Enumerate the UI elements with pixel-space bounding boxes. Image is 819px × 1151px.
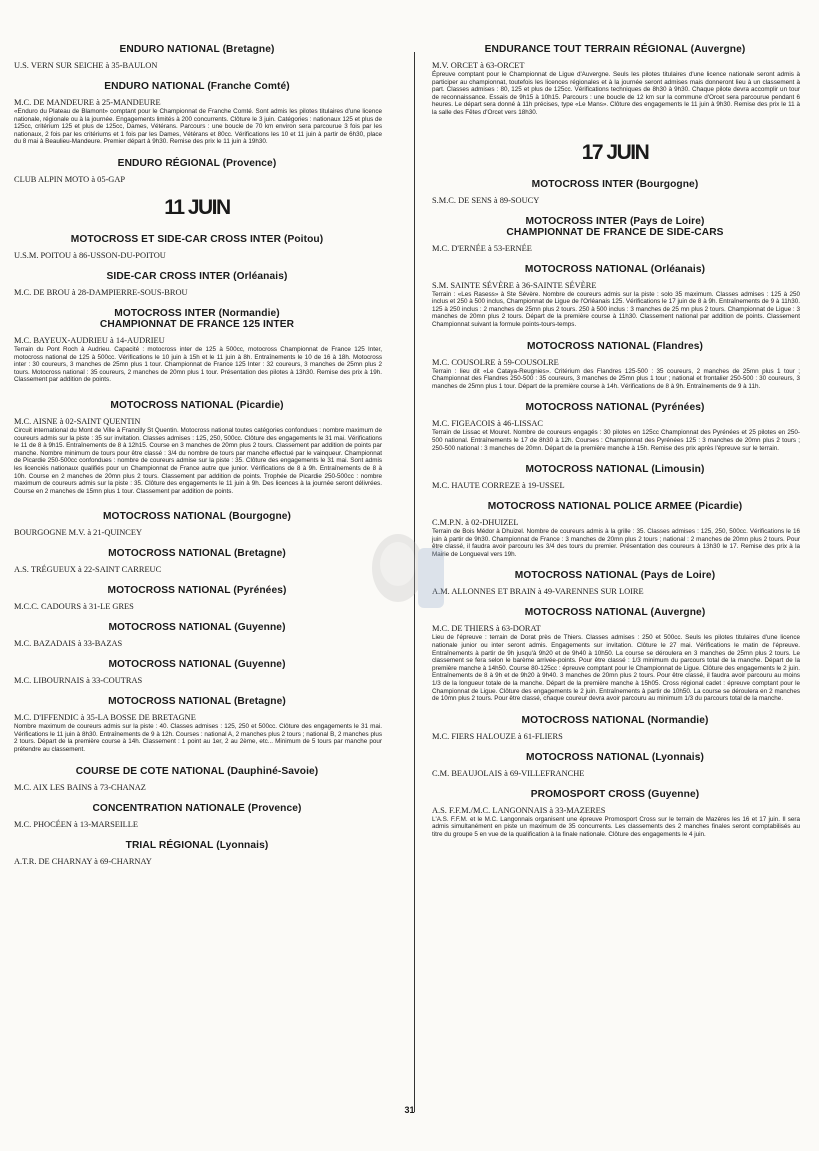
event-organizer: M.C.C. CADOURS à 31-LE GRES xyxy=(14,602,134,612)
event-organizer: A.S. TRÉGUEUX à 22-SAINT CARREUC xyxy=(14,565,162,575)
event-title: MOTOCROSS NATIONAL (Picardie) xyxy=(110,399,284,411)
date-heading: 11 JUIN xyxy=(164,195,230,219)
event-entry xyxy=(430,341,800,391)
event-title: CONCENTRATION NATIONALE (Provence) xyxy=(92,802,302,814)
event-organizer: M.C. DE BROU à 28-DAMPIERRE-SOUS-BROU xyxy=(14,287,188,297)
event-title: PROMOSPORT CROSS (Guyenne) xyxy=(530,788,700,800)
event-organizer: U.S. VERN SUR SEICHE à 35-BAULON xyxy=(14,61,158,70)
event-title: SIDE-CAR CROSS INTER (Orléanais) xyxy=(106,270,288,282)
event-description: Terrain : lieu dit «Le Cataya-Reugnies». Critérium des Flandres 125-500 : 35 coureurs, 2 manches de 25mn plus 1 tour ; Championnat des Flandres 250-500 : 35 coureurs, 3 manches de 25mn plus 1 tour ; national et frontalier 250-500 : 30 coureurs, 3 manches de 25mn plus 1 tour. Départ de la première course à 14h. Vérifications de 8 à 9h. Entraînements de 9 à 11h. xyxy=(432,367,800,390)
event-description: Terrain du Pont Roch à Audrieu. Capacité : motocross inter de 125 à 500cc, motocross Championnat de France 125 Inter, motocross national de 125 à 500cc. Vérifications le 10 juin à 15h et le 11 juin à 8h. Entraînements le 10 de 16 à 18h. Motocross inter : 30 coureurs, 3 manches de 25mn plus 1 tour. Championnat de France 125 Inter : 32 coureurs, 3 manches de 25mn plus 2 tours. Motocross national : 35 coureurs, 2 manches de 20mn plus 1 tour. Présentation des pilotes à 13h30. Remise des prix à 19h. Classement par addition de points. xyxy=(14,345,382,384)
event-organizer: M.C. BAZADAIS à 33-BAZAS xyxy=(14,639,123,649)
event-entry xyxy=(12,803,382,829)
event-title: MOTOCROSS NATIONAL (Normandie) xyxy=(521,714,709,726)
event-title: ENDURO RÉGIONAL (Provence) xyxy=(117,157,277,169)
event-title: MOTOCROSS NATIONAL (Orléanais) xyxy=(524,263,706,275)
event-description: Circuit international du Mont de Ville à Francilly St Quentin. Motocross national toutes catégories confondues : nombre maximum de coureurs admis sur la piste : 35 sur invitation. Classes admises : 125, 250, 500cc. Clôture des engagements le 31 mai. Vérifications le 11 de 8 à 9h15. Entraînements de 8 à 12h15. Course en 3 manches de 20mn plus 2 tours. Classement par addition de points par manche. Nombre minimum de tours pour être classé : 3/4 du nombre de tours par manche effectué par le vainqueur. Championnat de Picardie 250-500cc confondues : nombre de coureurs admise sur la piste : 35. Clôture des engagements le 31 mai. Sont admis les licenciés nationaux qualifiés pour un Championnat de France autre que junior. Vérifications de 8 à 9h. Entraînements de 8 à 10h. Course en 2 manches de 20mn plus 2 tours. Classement par addition de points. Trophée de Picardie 250-500cc : nombre maximum de coureurs admis sur la piste : 35. Clôture des engagements le 11 juin à 9h. Des licences à la journée seront délivrées. Course en 2 manches de 15mn plus 1 tour. Classement par addition de points. xyxy=(14,426,382,495)
event-organizer: M.C. AIX LES BAINS à 73-CHANAZ xyxy=(14,782,146,792)
event-description: Nombre maximum de coureurs admis sur la piste : 40. Classes admises : 125, 250 et 500cc. Clôture des engagements le 31 mai. Vérifications le 11 juin à 8h30. Entraînements de 9 à 12h. Courses : national A, 2 manches plus 2 tours ; national B, 2 manches plus 2 tours. Départ de la première course à 14h. Classement : 1 point au 1er, 2 au 2ème, etc... Minimum de 5 tours par manche pour prétendre au classement. xyxy=(14,723,382,754)
event-title: MOTOCROSS NATIONAL (Flandres) xyxy=(526,340,704,352)
event-title: COURSE DE COTE NATIONAL (Dauphiné-Savoie) xyxy=(75,765,319,777)
event-title: ENDURANCE TOUT TERRAIN RÉGIONAL (Auvergne) xyxy=(484,44,746,55)
event-entry xyxy=(12,659,382,685)
event-entry xyxy=(12,158,382,184)
event-entry xyxy=(12,234,382,260)
event-description: Terrain de Bois Médor à Dhuizel. Nombre de coureurs admis à la grille : 35. Classes admises : 125, 250, 500cc. Vérifications le 16 juin à partir de 9h30. Championnat de France : 3 manches de 20mn plus 2 tours ; national : 2 manches de 20mn plus 2 tours. Pour être classé, il faudra avoir parcouru les 3/4 des tours du premier. Présentation des coureurs à 13h30 le 17. Remise des prix à la Mairie de Longueval vers 19h. xyxy=(432,528,800,558)
event-title: MOTOCROSS NATIONAL (Pyrénées) xyxy=(525,402,705,414)
event-description: L'A.S. F.F.M. et le M.C. Langonnais organisent une épreuve Promosport Cross sur le terrain de Mazères les 16 et 17 juin. Il sera admis simultanément en piste un maximum de 35 concurrents. Les classements des 2 manches finales seront comptabilisés au titre du groupe 5 en vue de la qualification à la finale nationale. Clôture des engagements le 4 juin. xyxy=(432,815,800,838)
right-column xyxy=(430,44,800,841)
event-organizer: M.C. DE MANDEURE à 25-MANDEURE xyxy=(14,98,161,107)
event-description: Terrain : «Les Rasess» à Ste Sévère. Nombre de coureurs admis sur la piste : solo 35 maximum. Classes admises : 125 à 250 inclus et 250 à 500 inclus, Championnat de Ligue de l'Orléanais 125. Vérifications le 17 juin de 8 à 9h. Entraînements de 9 à 11h30. 125 à 250 inclus : 2 manches de 25mn plus 2 tours. 250 à 500 inclus : 3 manches de 25 mn plus 2 tours. Championnat de Ligue : 3 manches de 20mn plus 2 tours. Départ de la première course à 11h30. Classement national par addition de points. Classement Championnat suivant la formule points-tours-temps. xyxy=(432,290,800,328)
event-title: ENDURO NATIONAL (Franche Comté) xyxy=(104,81,290,92)
event-organizer: M.C. HAUTE CORREZE à 19-USSEL xyxy=(432,481,565,491)
event-title: MOTOCROSS NATIONAL (Limousin) xyxy=(525,464,705,476)
event-organizer: M.C. FIERS HALOUZE à 61-FLIERS xyxy=(432,731,563,741)
event-title xyxy=(12,308,382,330)
event-title: ENDURO NATIONAL (Bretagne) xyxy=(119,44,275,55)
event-entry xyxy=(12,766,382,792)
event-organizer: A.T.R. DE CHARNAY à 69-CHARNAY xyxy=(14,856,152,866)
event-entry xyxy=(12,548,382,574)
event-title: MOTOCROSS NATIONAL (Bourgogne) xyxy=(102,511,292,523)
event-organizer: M.C. D'ERNÉE à 53-ERNÉE xyxy=(432,243,532,253)
event-description: Lieu de l'épreuve : terrain de Dorat près de Thiers. Classes admises : 250 et 500cc. Seuls les pilotes titulaires d'une licence nationale junior ou inter seront admis. Engagements sur invitation. Clôture le 27 mai. Vérifications le matin de l'épreuve. Entraînements à partir de 9h jusqu'à 9h20 et de 9h40 à 10h50. La course se déroulera en 3 manches de 25mn plus 2 tours. Le classement se fera selon le barème arrivée-points. Pour être classé : 1/3 minimum du parcours total de la manche. Départ de la première manche à 14h50. Course 80-125cc : épreuve comptant pour le Championnat de Ligue. Clôture des engagements le 2 juin. Entraînements de 8 à 9h et de 9h20 à 9h40. 3 manches de 20mn plus 2 tours. Pour être classé, il faudra avoir parcouru au moins 1/3 de la longueur totale de la manche. Départ de la première manche à 15h05. Cross régional cadet : épreuve comptant pour le Championnat de Ligue. Clôture des engagements le 2 juin. Entraînements à partir de 10h50. La course se déroulera en 2 manches de 10mn plus 2 tours. Pour être classé, chaque coureur devra avoir parcouru au minimum 1/3 du parcours total de la manche. xyxy=(432,634,800,703)
event-title: MOTOCROSS NATIONAL (Bretagne) xyxy=(108,696,286,708)
event-entry xyxy=(12,44,382,70)
event-entry xyxy=(430,789,800,839)
event-entry xyxy=(430,44,800,117)
event-organizer: S.M.C. DE SENS à 89-SOUCY xyxy=(432,195,540,205)
event-entry xyxy=(12,585,382,611)
event-title-line: MOTOCROSS INTER (Pays de Loire) xyxy=(525,215,705,227)
event-title-line: CHAMPIONNAT DE FRANCE DE SIDE-CARS xyxy=(506,226,724,238)
event-entry xyxy=(430,501,800,558)
left-column xyxy=(12,44,382,867)
event-organizer: A.S. F.F.M./M.C. LANGONNAIS à 33-MAZERES xyxy=(432,805,606,815)
event-entry xyxy=(430,264,800,329)
event-title-line: CHAMPIONNAT DE FRANCE 125 INTER xyxy=(99,318,295,330)
event-organizer: C.M. BEAUJOLAIS à 69-VILLEFRANCHE xyxy=(432,768,585,778)
event-entry xyxy=(430,570,800,596)
event-title-line: MOTOCROSS INTER (Normandie) xyxy=(114,307,280,319)
event-organizer: S.M. SAINTE SÉVÈRE à 36-SAINTE SÉVÈRE xyxy=(432,280,597,290)
event-entry xyxy=(12,511,382,537)
page-number: 31 xyxy=(404,1105,415,1115)
event-organizer: M.C. PHOCÉEN à 13-MARSEILLE xyxy=(14,819,138,829)
event-title: TRIAL RÉGIONAL (Lyonnais) xyxy=(125,839,269,851)
event-entry xyxy=(12,308,382,384)
watermark-logo xyxy=(360,520,450,630)
event-organizer: A.M. ALLONNES ET BRAIN à 49-VARENNES SUR LOIRE xyxy=(432,587,644,597)
event-entry xyxy=(430,216,800,253)
event-entry xyxy=(430,752,800,778)
event-title: MOTOCROSS NATIONAL (Pyrénées) xyxy=(107,585,287,597)
event-title: MOTOCROSS NATIONAL POLICE ARMEE (Picardie) xyxy=(487,501,743,513)
event-organizer: C.M.P.N. à 02-DHUIZEL xyxy=(432,518,519,528)
event-description: «Enduro du Plateau de Blamont» comptant pour le Championnat de Franche Comté. Sont admis les pilotes titulaires d'une licence nationale, régionale ou à la journée. Engagements limités à 200 concurrents. Clôture le 3 juin. Catégories : nationaux 125 et plus de 125cc, critérium 125 et plus de 125cc, Dames, Vétérans. Parcours : une boucle de 70 km environ sera parcourue 3 fois par les nationaux, 2 fois par les critériums et 1 fois par les Dames, Vétérans et 80cc. Vérifications les 10 et 11 juin à partir de 6h30, place du 8 mai à Beaulieu-Mandeure. Premier départ à 9h30. Remise des prix le 11 juin à 19h30. xyxy=(14,108,382,146)
event-title: MOTOCROSS NATIONAL (Pays de Loire) xyxy=(514,570,716,582)
event-entry xyxy=(12,696,382,753)
event-title: MOTOCROSS INTER (Bourgogne) xyxy=(531,178,699,190)
event-entry xyxy=(430,402,800,452)
event-entry xyxy=(12,400,382,495)
event-title: MOTOCROSS NATIONAL (Auvergne) xyxy=(524,607,706,619)
event-title xyxy=(430,216,800,238)
event-organizer: M.C. COUSOLRE à 59-COUSOLRE xyxy=(432,357,559,367)
event-organizer: M.C. LIBOURNAIS à 33-COUTRAS xyxy=(14,676,143,686)
event-organizer: M.C. D'IFFENDIC à 35-LA BOSSE DE BRETAGNE xyxy=(14,713,196,723)
event-organizer: M.C. FIGEACOIS à 46-LISSAC xyxy=(432,419,543,429)
event-title: MOTOCROSS ET SIDE-CAR CROSS INTER (Poitou) xyxy=(70,233,324,245)
event-title: MOTOCROSS NATIONAL (Guyenne) xyxy=(108,659,286,671)
event-description: Terrain de Lissac et Mouret. Nombre de coureurs engagés : 30 pilotes en 125cc Championnat des Pyrénées et 25 pilotes en 250-500 national. Entraînements le 17 de 8h30 à 12h. Courses : Championnat des Pyrénées 125 : 3 manches de 20mn plus 2 tours ; 250-500 national : 3 manches de 20mn. Départ de la première manche à 15h. Remise des prix après l'épreuve sur le terrain. xyxy=(432,429,800,452)
event-entry xyxy=(430,715,800,741)
event-organizer: U.S.M. POITOU à 86-USSON-DU-POITOU xyxy=(14,250,166,260)
event-description: Épreuve comptant pour le Championnat de Ligue d'Auvergne. Seuls les pilotes titulaires d'une licence nationale seront admis à participer au championnat, toutefois les licences régionales et à la journée seront admises mais donneront lieu à un classement à part. Classes admises : 80, 125 et plus de 125cc. Vérifications techniques de 8h30 à 9h30. Chaque pilote devra accomplir un tour de reconnaissance. Essais de 9h15 à 10h15. Parcours : une boucle de 12 km sur la commune d'Orcet sera parcourue pendant 6 heures. Le départ sera donné à 11h précises, type «Le Mans». Clôture des engagements le 11 juin à 9h30. Remise des prix le 11 à la salle des Fêtes d'Orcet vers 18h30. xyxy=(432,71,800,116)
event-entry xyxy=(12,271,382,297)
event-entry xyxy=(12,840,382,866)
event-entry xyxy=(430,607,800,702)
event-entry xyxy=(12,81,382,146)
event-title: MOTOCROSS NATIONAL (Guyenne) xyxy=(108,622,286,634)
event-organizer: BOURGOGNE M.V. à 21-QUINCEY xyxy=(14,528,143,538)
event-title: MOTOCROSS NATIONAL (Lyonnais) xyxy=(526,751,704,763)
event-organizer: M.C. DE THIERS à 63-DORAT xyxy=(432,624,541,634)
event-entry xyxy=(430,464,800,490)
event-organizer: CLUB ALPIN MOTO à 05-GAP xyxy=(14,174,126,184)
event-organizer: M.V. ORCET à 63-ORCET xyxy=(432,61,525,70)
event-title: MOTOCROSS NATIONAL (Bretagne) xyxy=(108,548,286,560)
event-organizer: M.C. BAYEUX-AUDRIEU à 14-AUDRIEU xyxy=(14,335,165,345)
event-entry xyxy=(12,622,382,648)
date-heading: 17 JUIN xyxy=(581,140,649,164)
event-organizer: M.C. AISNE à 02-SAINT QUENTIN xyxy=(14,416,141,426)
event-entry xyxy=(430,179,800,205)
